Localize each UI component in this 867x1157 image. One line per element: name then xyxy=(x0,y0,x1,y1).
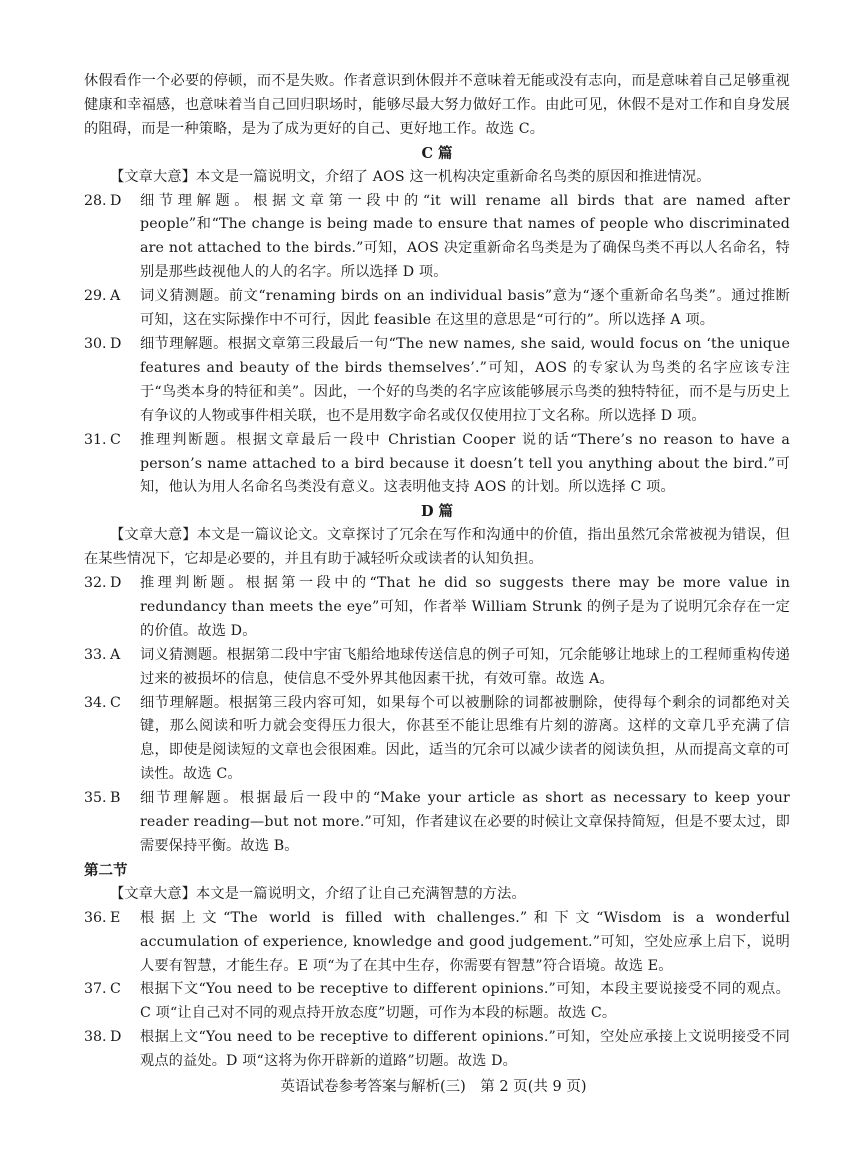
section-d-title: D 篇 xyxy=(420,503,454,521)
page-content xyxy=(84,70,790,1074)
item-number: 38. xyxy=(84,1029,107,1046)
section-c-summary: 【文章大意】本文是一篇说明文，介绍了 AOS 这一机构决定重新命名鸟类的原因和推进情况。 xyxy=(110,168,711,185)
item-number: 35. xyxy=(84,790,107,807)
answer-item-33 xyxy=(84,644,790,692)
item-explanation: 根据下文“You need to be receptive to different opinions.”可知，本段主要说接受不同的观点。C 项“让自己对不同的观点持开放态度”切题，可作为本段的标题。故选 C。 xyxy=(140,981,790,1022)
answer-item-31 xyxy=(84,429,790,501)
section-2-title: 第二节 xyxy=(84,861,128,879)
item-number: 28. xyxy=(84,192,107,209)
item-explanation: 推理判断题。根据文章最后一段中 Christian Cooper 说的话“There’s no reason to have a person’s name attached to a bird because it doesn’t tell you anything about the bird.”可知，他认为用人名命名鸟类没有意义。这表明他支持 AOS 的计划。所以选择 C 项。 xyxy=(140,431,790,496)
item-answer: C xyxy=(110,981,121,998)
page-footer: 英语试卷参考答案与解析(三) 第 2 页(共 9 页) xyxy=(280,1079,587,1095)
item-answer: E xyxy=(110,909,121,926)
item-number: 31. xyxy=(84,431,107,448)
answer-item-34 xyxy=(84,692,790,788)
answer-item-35 xyxy=(84,787,790,859)
section-d-summary: 【文章大意】本文是一篇议论文。文章探讨了冗余在写作和沟通中的价值，指出虽然冗余常被视为错误，但在某些情况下，它却是必要的，并且有助于减轻听众或读者的认知负担。 xyxy=(84,527,790,568)
item-number: 36. xyxy=(84,909,107,926)
item-answer: A xyxy=(110,646,121,663)
item-number: 29. xyxy=(84,288,107,305)
item-answer: C xyxy=(110,431,121,448)
answer-item-30 xyxy=(84,333,790,429)
item-explanation: 细节理解题。根据文章第三段最后一句“The new names, she said, would focus on ‘the unique features and beauty of the birds themselves’.”可知，AOS 的专家认为鸟类的名字应该专注于“鸟类本身的特征和美”。因此，一个好的鸟类的名字应该能够展示鸟类的独特特征，而不是与历史上有争议的人物或事件相关联，也不是用数字命名或仅仅使用拉丁文名称。所以选择 D 项。 xyxy=(140,335,790,424)
item-explanation: 词义猜测题。根据第二段中宇宙飞船给地球传送信息的例子可知，冗余能够让地球上的工程师重构传递过来的被损坏的信息，使信息不受外界其他因素干扰，有效可靠。故选 A。 xyxy=(140,646,790,687)
item-number: 37. xyxy=(84,981,107,998)
answer-item-37 xyxy=(84,978,790,1026)
item-explanation: 词义猜测题。前文“renaming birds on an individual basis”意为“逐个重新命名鸟类”。通过推断可知，这在实际操作中不可行，因此 feasible 在这里的意思是“可行的”。所以选择 A 项。 xyxy=(140,288,790,329)
item-answer: A xyxy=(110,288,121,305)
item-explanation: 推理判断题。根据第一段中的“That he did so suggests there may be more value in redundancy than meets the eye”可知，作者举 William Strunk 的例子是为了说明冗余存在一定的价值。故选 D。 xyxy=(140,575,790,639)
answer-item-38 xyxy=(84,1026,790,1074)
item-answer: B xyxy=(110,790,121,807)
item-explanation: 细节理解题。根据最后一段中的“Make your article as short as necessary to keep your reader reading—but not more.”可知，作者建议在必要的时候让文章保持简短，但是不要太过，即需要保持平衡。故选 B。 xyxy=(140,790,790,854)
item-explanation: 细节理解题。根据第三段内容可知，如果每个可以被删除的词都被删除，使得每个剩余的词都绝对关键，那么阅读和听力就会变得压力很大，你甚至不能让思维有片刻的游离。这样的文章几乎充满了信息，即使是阅读短的文章也会很困难。因此，适当的冗余可以减少读者的阅读负担，从而提高文章的可读性。故选 C。 xyxy=(140,694,790,783)
item-answer: D xyxy=(110,575,122,592)
item-answer: C xyxy=(110,694,121,711)
answer-item-32 xyxy=(84,572,790,644)
item-explanation: 根据上文“The world is filled with challenges.”和下文“Wisdom is a wonderful accumulation of experience, knowledge and good judgement.”可知，空处应承上启下，说明人要有智慧，才能生存。E 项“为了在其中生存，你需要有智慧”符合语境。故选 E。 xyxy=(140,909,790,974)
item-answer: D xyxy=(110,335,122,352)
item-explanation: 细节理解题。根据文章第一段中的“it will rename all birds that are named after people”和“The change is being made to ensure that names of people who discriminated are not attached to the birds.”可知，AOS 决定重新命名鸟类是为了确保鸟类不再以人名命名，特别是那些歧视他人的人的名字。所以选择 D 项。 xyxy=(140,192,790,281)
item-explanation: 根据上文“You need to be receptive to different opinions.”可知，空处应承接上文说明接受不同观点的益处。D 项“这将为你开辟新的道路”切题。故选 D。 xyxy=(140,1029,790,1070)
item-number: 32. xyxy=(84,575,107,592)
intro-paragraph: 休假看作一个必要的停顿，而不是失败。作者意识到休假并不意味着无能或没有志向，而是意味着自己足够重视健康和幸福感，也意味着当自己回归职场时，能够尽最大努力做好工作。由此可见，休假不是对工作和自身发展的阻碍，而是一种策略，是为了成为更好的自己、更好地工作。故选 C。 xyxy=(84,73,790,137)
item-answer: D xyxy=(110,192,122,209)
answer-item-29 xyxy=(84,285,790,333)
item-number: 30. xyxy=(84,335,107,352)
section-2-summary: 【文章大意】本文是一篇说明文，介绍了让自己充满智慧的方法。 xyxy=(110,885,526,902)
section-c-title: C 篇 xyxy=(421,144,453,162)
item-number: 34. xyxy=(84,694,107,711)
item-answer: D xyxy=(110,1029,122,1046)
item-number: 33. xyxy=(84,646,107,663)
answer-item-28 xyxy=(84,190,790,286)
answer-item-36 xyxy=(84,907,790,979)
